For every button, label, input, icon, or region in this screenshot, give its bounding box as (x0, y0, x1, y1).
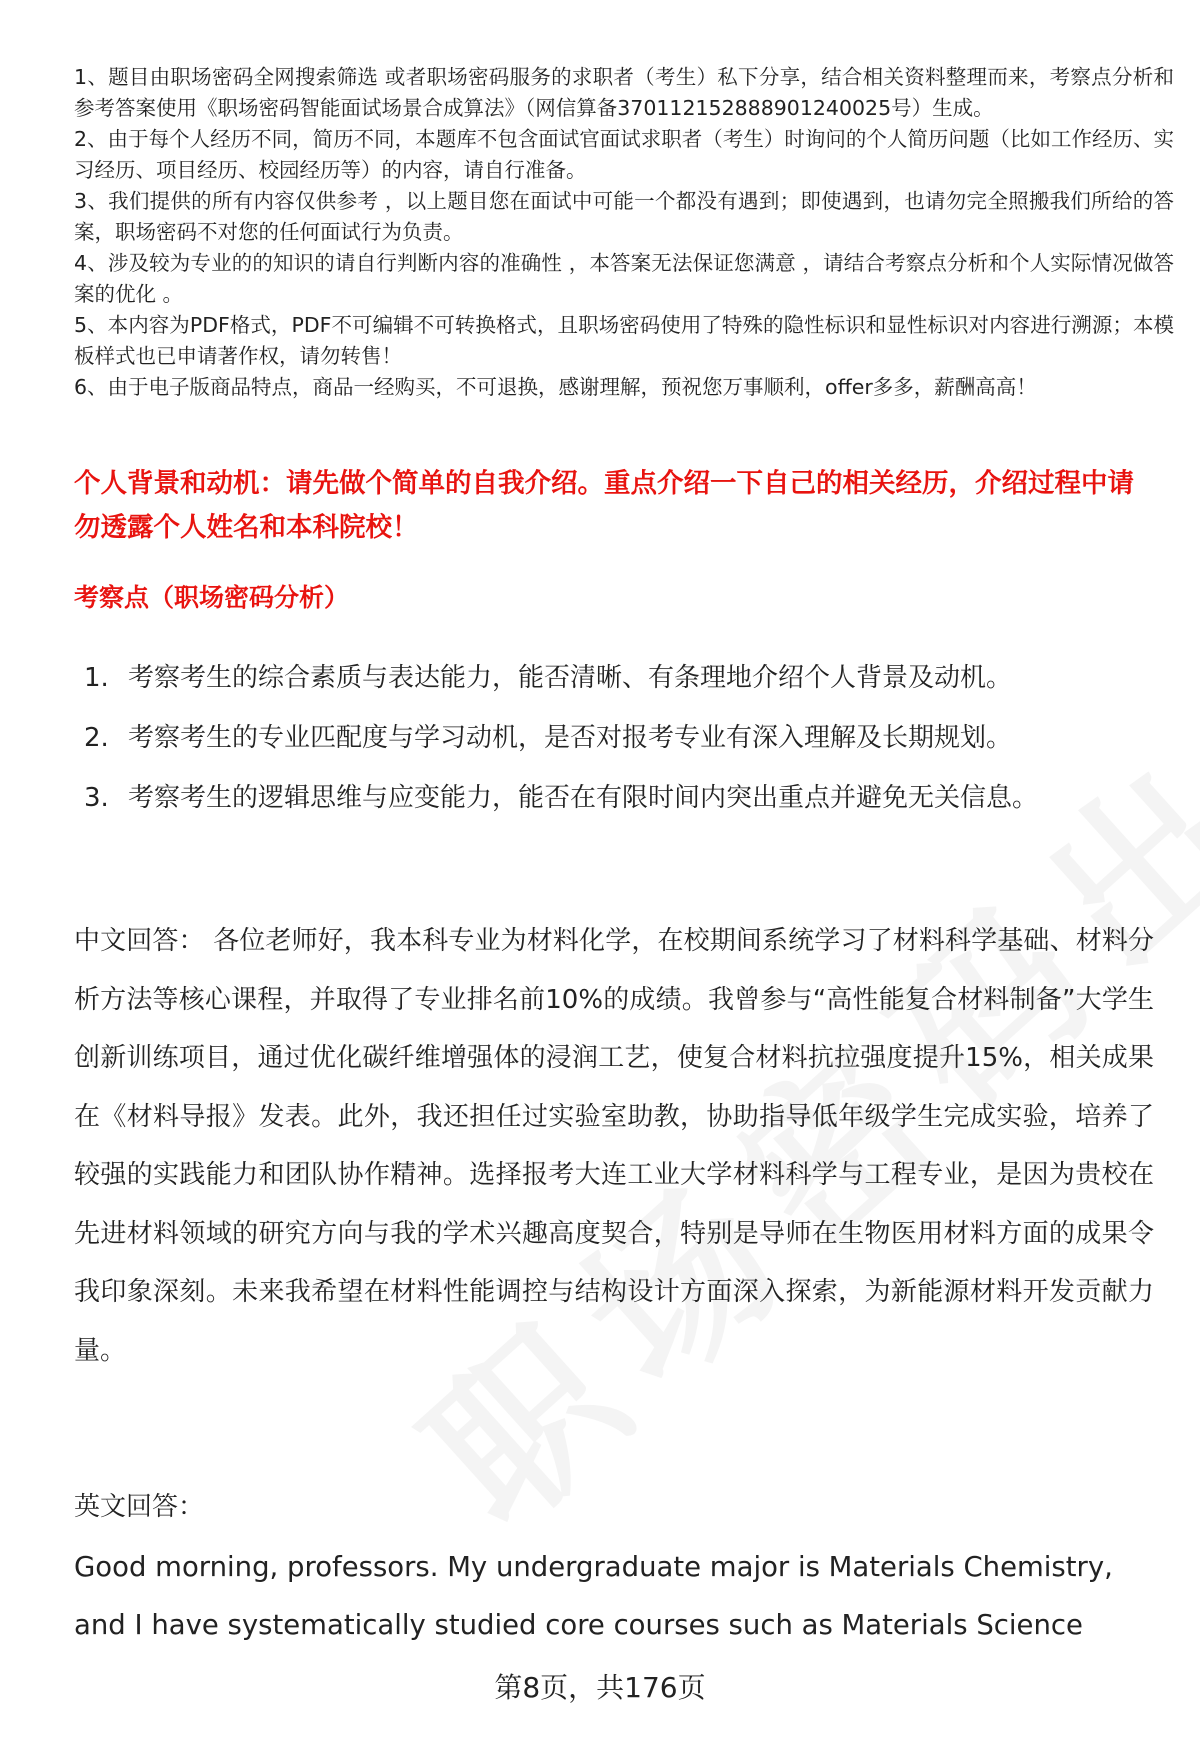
note-item: 6、由于电子版商品特点，商品一经购买，不可退换，感谢理解，预祝您万事顺利，offer多多，薪酬高高！ (74, 375, 1037, 399)
note-item: 4、涉及较为专业的的知识的请自行判断内容的准确性 ，本答案无法保证您满意 ，请结合考察点分析和个人实际情况做答案的优化 。 (74, 251, 1174, 306)
list-number: 2. (84, 723, 109, 753)
list-text: 考察考生的逻辑思维与应变能力，能否在有限时间内突出重点并避免无关信息。 (128, 783, 1039, 813)
question-heading: 个人背景和动机：请先做个简单的自我介绍。重点介绍一下自己的相关经历，介绍过程中请勿透露个人姓名和本科院校！ (74, 468, 1134, 543)
english-answer: Good morning, professors. My undergraduate major is Materials Chemistry, and I have systematically studied core courses such as Materials Science (74, 1551, 1113, 1641)
list-text: 考察考生的综合素质与表达能力，能否清晰、有条理地介绍个人背景及动机。 (128, 663, 1013, 693)
note-item: 2、由于每个人经历不同，简历不同，本题库不包含面试官面试求职者（考生）时询问的个人简历问题（比如工作经历、实习经历、项目经历、校园经历等）的内容，请自行准备。 (74, 127, 1174, 182)
list-text: 考察考生的专业匹配度与学习动机，是否对报考专业有深入理解及长期规划。 (128, 723, 1013, 753)
note-item: 1、题目由职场密码全网搜索筛选 或者职场密码服务的求职者（考生）私下分享，结合相关资料整理而来，考察点分析和参考答案使用《职场密码智能面试场景合成算法》（网信算备370112152888901240025号）生成。 (74, 65, 1174, 120)
note-item: 3、我们提供的所有内容仅供参考 ，以上题目您在面试中可能一个都没有遇到；即使遇到，也请勿完全照搬我们所给的答案，职场密码不对您的任何面试行为负责。 (74, 189, 1174, 244)
chinese-answer: 中文回答： 各位老师好，我本科专业为材料化学，在校期间系统学习了材料科学基础、材料分析方法等核心课程，并取得了专业排名前10%的成绩。我曾参与“高性能复合材料制备”大学生创新训练项目，通过优化碳纤维增强体的浸润工艺，使复合材料抗拉强度提升15%，相关成果在《材料导报》发表。此外，我还担任过实验室助教，协助指导低年级学生完成实验，培养了较强的实践能力和团队协作精神。选择报考大连工业大学材料科学与工程专业，是因为贵校在先进材料领域的研究方向与我的学术兴趣高度契合，特别是导师在生物医用材料方面的成果令我印象深刻。未来我希望在材料性能调控与结构设计方面深入探索，为新能源材料开发贡献力量。 (74, 926, 1154, 1366)
list-number: 3. (84, 783, 109, 813)
list-item (84, 708, 1164, 768)
list-item (84, 648, 1164, 708)
note-item: 5、本内容为PDF格式，PDF不可编辑不可转换格式，且职场密码使用了特殊的隐性标识和显性标识对内容进行溯源；本模板样式也已申请著作权，请勿转售！ (74, 313, 1174, 368)
list-item (84, 768, 1164, 828)
analysis-heading: 考察点（职场密码分析） (74, 583, 350, 612)
list-number: 1. (84, 663, 109, 693)
analysis-points (84, 648, 1164, 828)
page-number: 第8页，共176页 (494, 1671, 706, 1704)
disclaimer-notes (74, 62, 1174, 403)
english-answer-label: 英文回答： (74, 1492, 205, 1522)
